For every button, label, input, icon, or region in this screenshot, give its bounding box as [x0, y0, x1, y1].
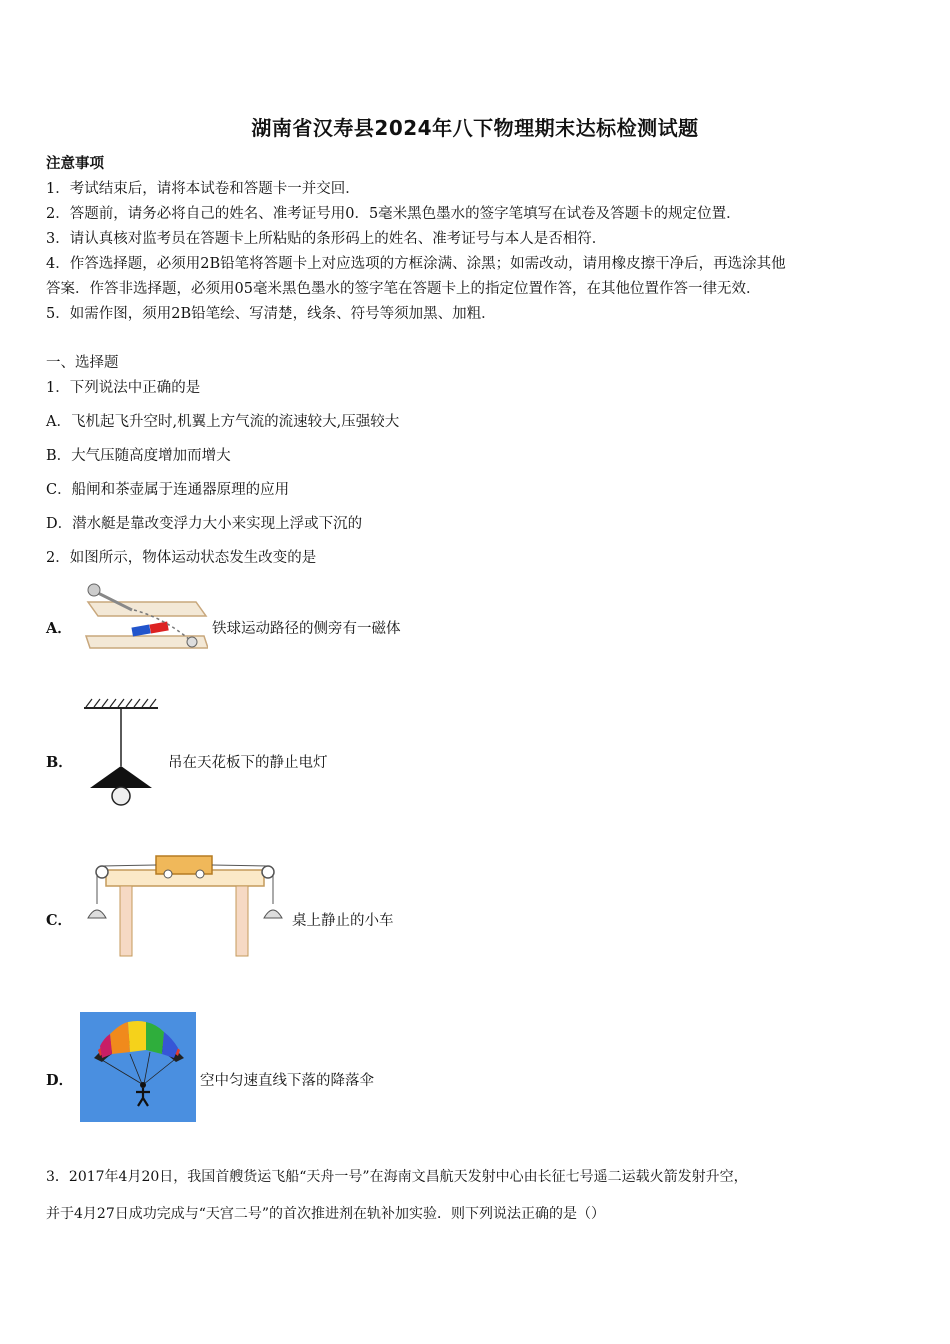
notice-item: 3．请认真核对监考员在答题卡上所粘贴的条形码上的姓名、准考证号与本人是否相符．: [46, 231, 607, 247]
question-2-option-c-label: C．: [46, 912, 73, 929]
question-2-option-a-text: 铁球运动路径的侧旁有一磁体: [212, 621, 401, 637]
cart-figure: [84, 852, 284, 958]
notice-heading: 注意事项: [46, 155, 104, 172]
question-2-stem: 2．如图所示，物体运动状态发生改变的是: [46, 550, 317, 566]
parachute-figure: [80, 1012, 196, 1122]
question-2-option-b-text: 吊在天花板下的静止电灯: [168, 755, 328, 771]
question-1-option-d: D．潜水艇是靠改变浮力大小来实现上浮或下沉的: [46, 516, 363, 532]
question-3-stem-line1: 3．2017年4月20日，我国首艘货运飞船“天舟一号”在海南文昌航天发射中心由长征七号遥二运载火箭发射升空，: [46, 1169, 748, 1185]
notice-item: 5．如需作图，须用2B铅笔绘、写清楚，线条、符号等须加黑、加粗．: [46, 306, 496, 322]
notice-item: 4．作答选择题，必须用2B铅笔将答题卡上对应选项的方框涂满、涂黑；如需改动，请用橡皮擦干净后，再选涂其他: [46, 256, 786, 272]
question-1-option-a: A．飞机起飞升空时,机翼上方气流的流速较大,压强较大: [46, 414, 400, 430]
notice-item: 答案．作答非选择题，必须用05毫米黑色墨水的签字笔在答题卡上的指定位置作答，在其他位置作答一律无效．: [46, 281, 761, 297]
question-2-option-d-label: D．: [46, 1072, 74, 1089]
question-1-stem: 1．下列说法中正确的是: [46, 380, 201, 396]
question-2-option-d-text: 空中匀速直线下落的降落伞: [200, 1073, 374, 1089]
question-3-stem-line2: 并于4月27日成功完成与“天宫二号”的首次推进剂在轨补加实验．则下列说法正确的是（）: [46, 1206, 606, 1222]
magnet-figure: [84, 582, 208, 656]
question-2-option-b-label: B．: [46, 754, 73, 771]
question-1-option-b: B．大气压随高度增加而增大: [46, 448, 231, 464]
section-heading: 一、选择题: [46, 355, 119, 371]
page-title: 湖南省汉寿县2024年八下物理期末达标检测试题: [251, 116, 699, 140]
question-1-option-c: C．船闸和茶壶属于连通器原理的应用: [46, 482, 290, 498]
notice-item: 2．答题前，请务必将自己的姓名、准考证号用0．5毫米黑色墨水的签字笔填写在试卷及答题卡的规定位置．: [46, 206, 741, 222]
lamp-figure: [80, 696, 162, 808]
question-2-option-a-label: A．: [46, 620, 72, 637]
notice-item: 1．考试结束后，请将本试卷和答题卡一并交回．: [46, 181, 360, 197]
question-2-option-c-text: 桌上静止的小车: [292, 913, 394, 929]
